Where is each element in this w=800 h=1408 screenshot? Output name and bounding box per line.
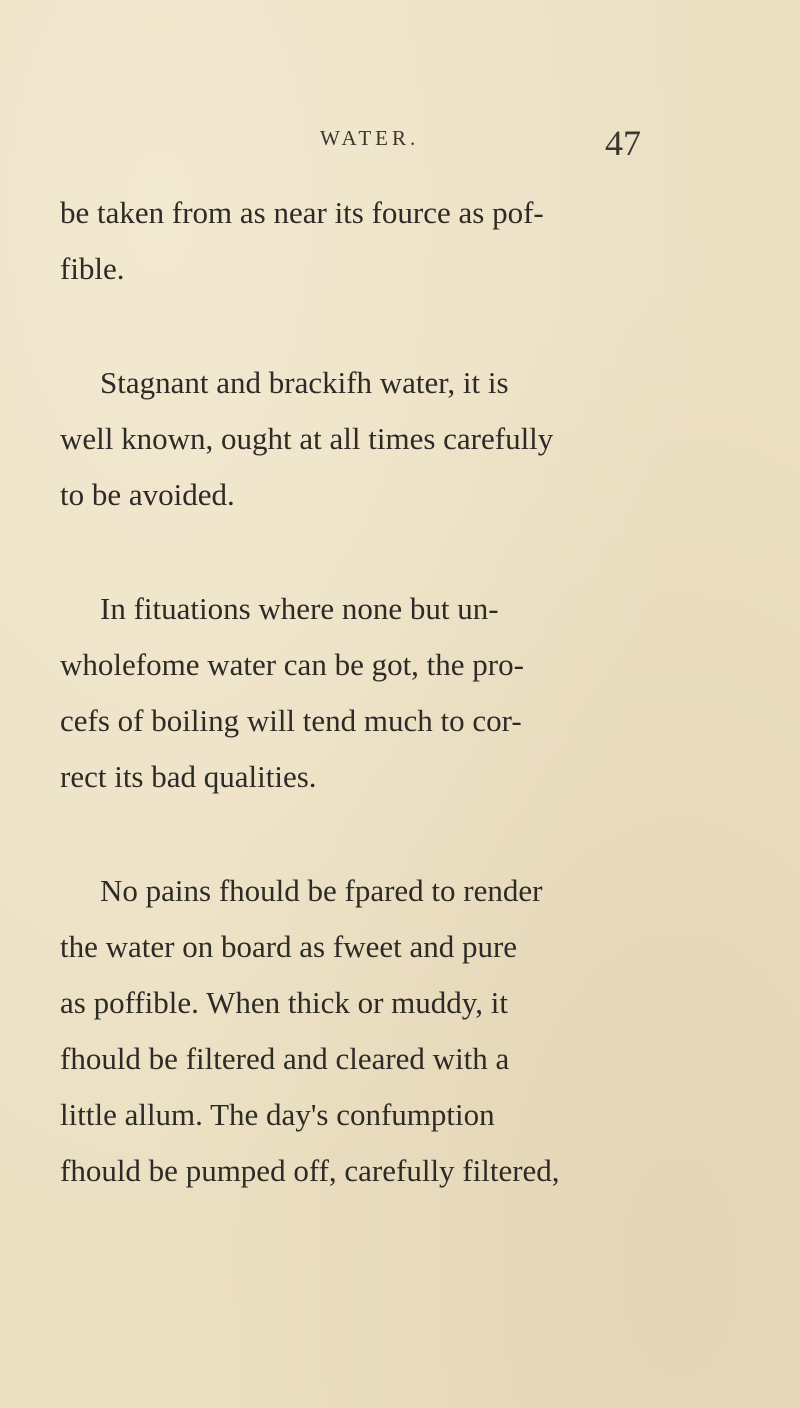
text-line: In fituations where none but un- — [100, 591, 499, 626]
paragraph-filtering — [60, 863, 700, 1199]
text-line: No pains fhould be fpared to render — [100, 873, 543, 908]
text-line: rect its bad qualities. — [60, 759, 317, 794]
text-line: little allum. The day's confumption — [60, 1097, 495, 1132]
text-line: as poffible. When thick or muddy, it — [60, 985, 508, 1020]
paragraph-stagnant-water — [60, 355, 700, 523]
text-line: fhould be pumped off, carefully filtered, — [60, 1153, 560, 1188]
text-line: fhould be filtered and cleared with a — [60, 1041, 510, 1076]
running-head — [0, 122, 800, 182]
text-line: be taken from as near its fource as pof- — [60, 195, 544, 230]
text-line: the water on board as fweet and pure — [60, 929, 518, 964]
text-line: to be avoided. — [60, 477, 235, 512]
running-title: WATER. — [320, 126, 420, 150]
paragraph-continuation — [60, 185, 700, 297]
text-line: well known, ought at all times carefully — [60, 421, 554, 456]
body-text — [60, 185, 700, 1257]
paragraph-boiling — [60, 581, 700, 805]
page-number: 47 — [605, 123, 641, 163]
text-line: wholefome water can be got, the pro- — [60, 647, 524, 682]
text-line: fible. — [60, 251, 125, 286]
text-line: cefs of boiling will tend much to cor- — [60, 703, 522, 738]
text-line: Stagnant and brackifh water, it is — [100, 365, 509, 400]
